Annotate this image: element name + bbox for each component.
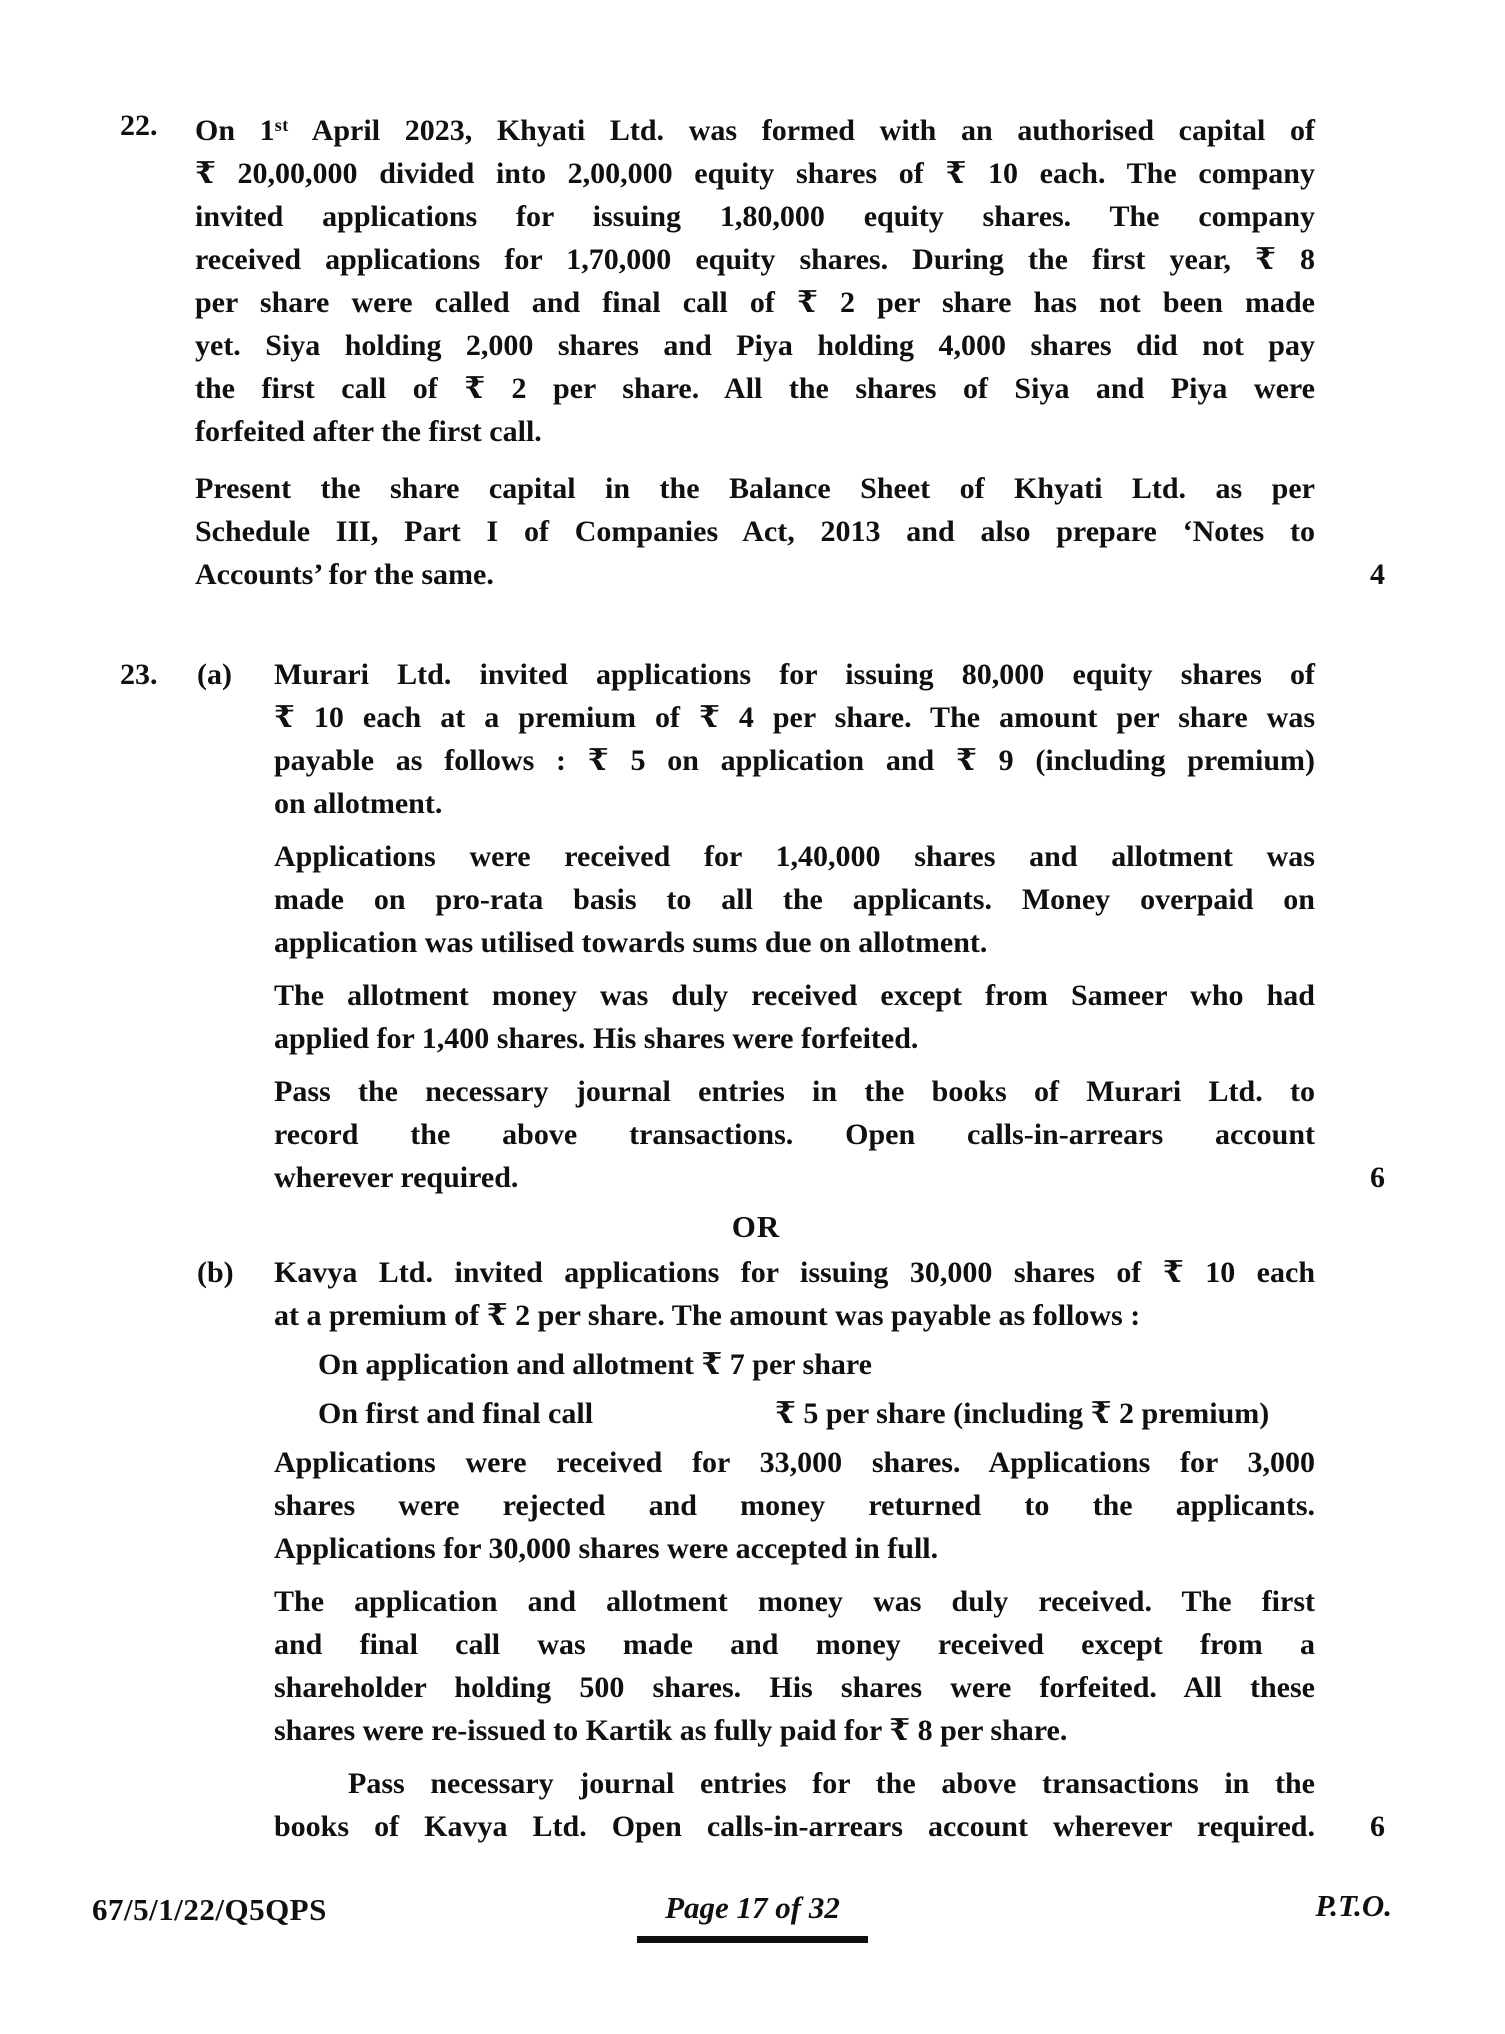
q23b-paragraph-1 (274, 1251, 1315, 1337)
page-number (0, 1886, 1505, 1943)
q22-marks: 4 (1370, 558, 1385, 591)
q23b-paragraph-4 (274, 1762, 1385, 1848)
text-line: Schedule III, Part I of Companies Act, 2013 and also prepare ‘Notes to (195, 515, 1315, 548)
text-line: shareholder holding 500 shares. His shares were forfeited. All these (274, 1671, 1315, 1704)
text-line: Pass the necessary journal entries in the books of Murari Ltd. to (274, 1075, 1315, 1108)
question-23-number: 23. (120, 658, 158, 691)
q22-paragraph-2 (195, 467, 1385, 596)
text-line: at a premium of ₹ 2 per share. The amount was payable as follows : (274, 1299, 1141, 1332)
pto-label: P.T.O. (1315, 1888, 1392, 1923)
q23b-paragraph-4-text (274, 1762, 1315, 1848)
part-a-content (274, 653, 1385, 1199)
q23a-marks: 6 (1370, 1161, 1385, 1194)
text-line: wherever required. (274, 1161, 519, 1194)
text-line: shares were re-issued to Kartik as fully paid for ₹ 8 per share. (274, 1714, 1068, 1747)
text-line: Kavya Ltd. invited applications for issuing 30,000 shares of ₹ 10 each (274, 1256, 1315, 1289)
text-line: the first call of ₹ 2 per share. All the shares of Siya and Piya were (195, 372, 1315, 405)
text-line: and final call was made and money received except from a (274, 1628, 1315, 1661)
text-line: applied for 1,400 shares. His shares were forfeited. (274, 1022, 919, 1055)
text-segment: On 1 (195, 114, 275, 147)
q22-paragraph-1 (195, 104, 1315, 453)
text-segment: April 2023, Khyati Ltd. was formed with an authorised capital of (288, 114, 1315, 147)
part-b-content (274, 1251, 1385, 1848)
q23a-paragraph-4 (274, 1070, 1385, 1199)
text-line: forfeited after the first call. (195, 415, 542, 448)
or-separator: OR (731, 1209, 781, 1244)
page-footer (0, 1886, 1505, 1966)
text-line: ₹ 10 each at a premium of ₹ 4 per share. The amount per share was (274, 701, 1315, 734)
text-line: Pass necessary journal entries for the above transactions in the (348, 1767, 1315, 1800)
q23b-payment-line-2-label: On first and final call (318, 1397, 594, 1430)
text-line: payable as follows : ₹ 5 on application and ₹ 9 (including premium) (274, 744, 1315, 777)
q23a-paragraph-4-text (274, 1070, 1315, 1199)
page-number-text: Page 17 of 32 (637, 1886, 868, 1943)
q22-paragraph-2-text (195, 467, 1315, 596)
text-line: per share were called and final call of ₹ 2 per share has not been made (195, 286, 1315, 319)
text-line: yet. Siya holding 2,000 shares and Piya holding 4,000 shares did not pay (195, 329, 1315, 362)
text-line: Applications for 30,000 shares were accepted in full. (274, 1532, 939, 1565)
superscript-text: st (274, 115, 289, 135)
text-line: invited applications for issuing 1,80,000 equity shares. The company (195, 200, 1315, 233)
q23a-paragraph-2 (274, 835, 1315, 964)
text-line: Present the share capital in the Balance Sheet of Khyati Ltd. as per (195, 472, 1315, 505)
q23b-payment-line-1: On application and allotment ₹ 7 per share (318, 1348, 872, 1381)
text-line: made on pro-rata basis to all the applicants. Money overpaid on (274, 883, 1315, 916)
text-line: The application and allotment money was duly received. The first (274, 1585, 1315, 1618)
text-line: record the above transactions. Open calls-in-arrears account (274, 1118, 1315, 1151)
text-line: on allotment. (274, 787, 443, 820)
q23b-paragraph-2 (274, 1441, 1315, 1570)
text-line: Applications were received for 1,40,000 shares and allotment was (274, 840, 1315, 873)
q23b-payment-line-2 (274, 1392, 1315, 1435)
question-23-body (197, 653, 1385, 1848)
q23b-marks: 6 (1370, 1810, 1385, 1843)
question-22-content (195, 104, 1385, 596)
question-22 (120, 104, 1385, 596)
text-line: application was utilised towards sums due on allotment. (274, 926, 988, 959)
text-line: books of Kavya Ltd. Open calls-in-arrears account wherever required. (274, 1810, 1315, 1843)
q23a-paragraph-1 (274, 653, 1315, 825)
text-line (195, 104, 1315, 152)
question-23-part-b (197, 1251, 1385, 1848)
text-line: ₹ 20,00,000 divided into 2,00,000 equity shares of ₹ 10 each. The company (195, 157, 1315, 190)
q23b-paragraph-3 (274, 1580, 1315, 1752)
question-23-part-a (197, 653, 1385, 1199)
paper-code: 67/5/1/22/Q5QPS (92, 1892, 327, 1927)
text-line: The allotment money was duly received except from Sameer who had (274, 979, 1315, 1012)
part-b-label: (b) (197, 1256, 234, 1289)
text-line: received applications for 1,70,000 equity shares. During the first year, ₹ 8 (195, 243, 1315, 276)
q23b-payment-line-2-value: ₹ 5 per share (including ₹ 2 premium) (775, 1397, 1270, 1430)
q23a-paragraph-3 (274, 974, 1315, 1060)
text-line: Accounts’ for the same. (195, 558, 494, 591)
text-line: shares were rejected and money returned to the applicants. (274, 1489, 1315, 1522)
question-22-number: 22. (120, 109, 158, 142)
text-line: Applications were received for 33,000 shares. Applications for 3,000 (274, 1446, 1315, 1479)
question-23 (120, 653, 1385, 1848)
text-line: Murari Ltd. invited applications for issuing 80,000 equity shares of (274, 658, 1315, 691)
part-a-label: (a) (197, 658, 232, 691)
